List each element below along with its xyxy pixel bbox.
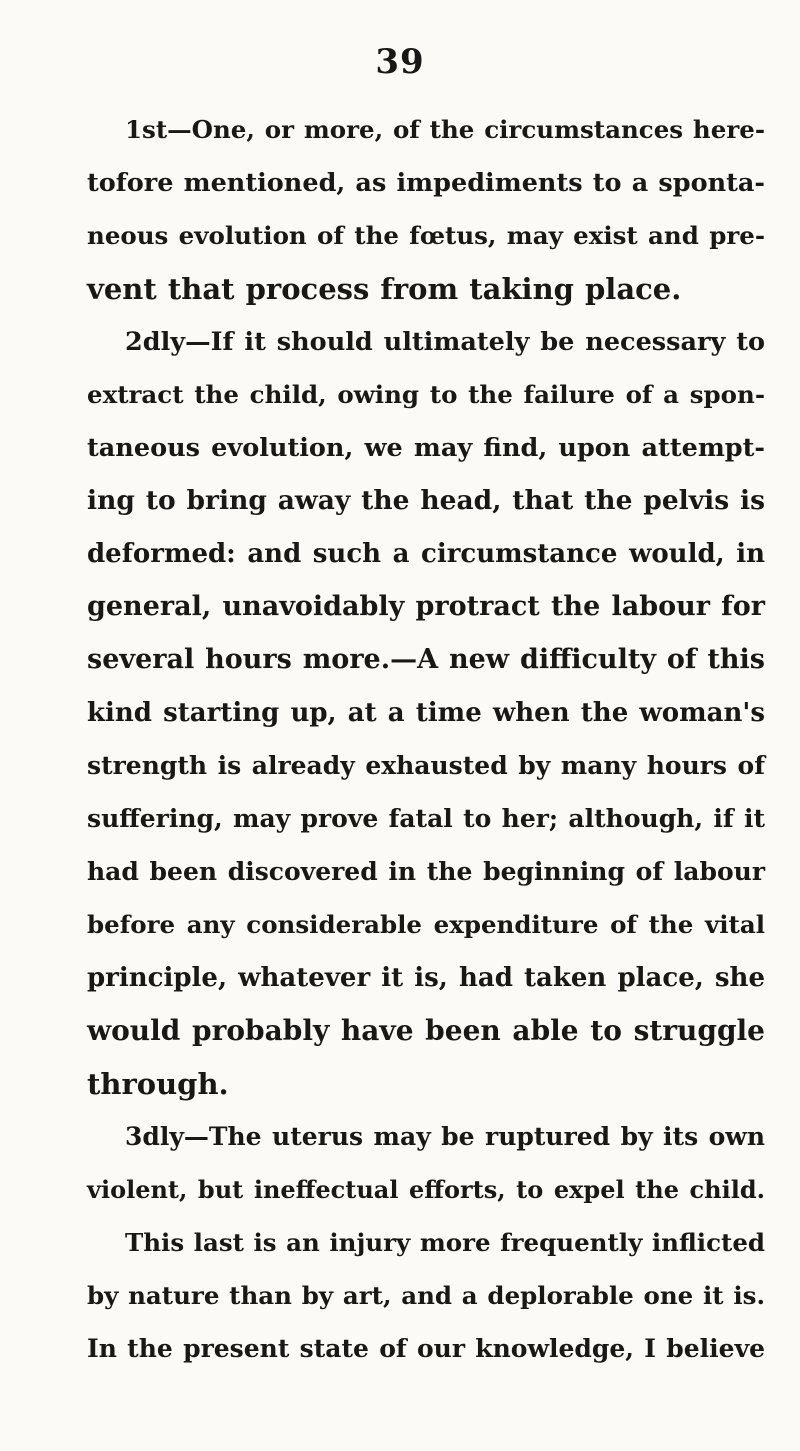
text-line-9: deformed: and such a circumstance would, in: [87, 539, 765, 569]
text-line-19: through.: [87, 1067, 229, 1101]
text-line-13: strength is already exhausted by many hours of: [87, 751, 765, 780]
text-line-22: This last is an injury more frequently inflicted: [125, 1228, 766, 1257]
text-line-10: general, unavoidably protract the labour for: [87, 591, 765, 622]
text-line-21: violent, but ineffectual efforts, to expel the child.: [87, 1175, 765, 1204]
text-line-23: by nature than by art, and a deplorable one it is.: [87, 1281, 765, 1310]
text-line-1: 1st—One, or more, of the circumstances here-: [125, 115, 765, 144]
text-line-20: 3dly—The uterus may be ruptured by its own: [125, 1122, 765, 1151]
text-line-12: kind starting up, at a time when the woman's: [87, 698, 765, 728]
text-line-7: taneous evolution, we may find, upon attempt-: [87, 433, 765, 463]
text-line-4: vent that process from taking place.: [87, 272, 682, 306]
text-line-5: 2dly—If it should ultimately be necessary to: [125, 327, 765, 357]
text-line-11: several hours more.—A new difficulty of this: [87, 644, 765, 675]
text-line-15: had been discovered in the beginning of labour: [87, 857, 765, 886]
text-line-16: before any considerable expenditure of the vital: [87, 910, 765, 939]
text-line-6: extract the child, owing to the failure of a spon-: [87, 380, 765, 409]
text-line-2: tofore mentioned, as impediments to a sponta-: [87, 168, 765, 198]
text-line-17: principle, whatever it is, had taken place, she: [87, 963, 765, 993]
text-line-14: suffering, may prove fatal to her; although, if it: [87, 804, 765, 833]
text-line-18: would probably have been able to struggle: [87, 1014, 765, 1047]
text-line-24: In the present state of our knowledge, I believe: [87, 1334, 765, 1363]
page-number: 39: [375, 42, 425, 82]
text-line-3: neous evolution of the fœtus, may exist and pre-: [87, 221, 765, 250]
text-line-8: ing to bring away the head, that the pelvis is: [87, 485, 765, 516]
